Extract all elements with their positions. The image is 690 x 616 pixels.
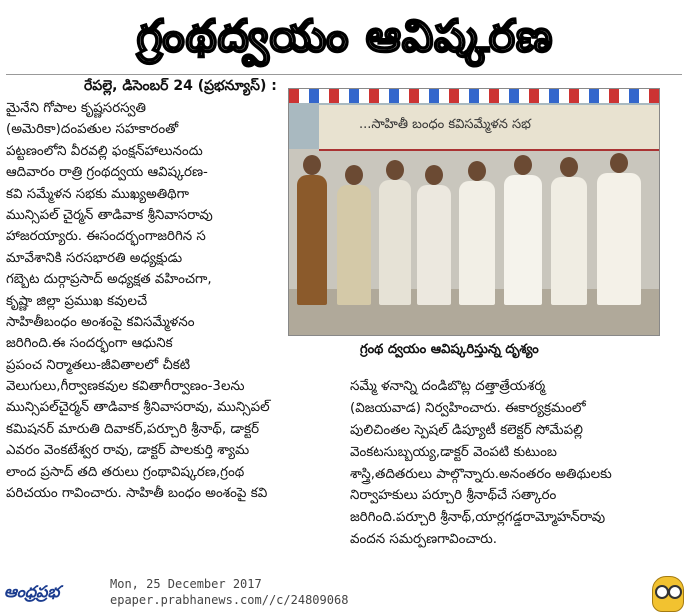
article-line: జరిగింది.పర్చూరి శ్రీనాథ్,యార్లగడ్డరామ్మోహన్‌రావు <box>350 510 606 526</box>
footer-url: epaper.prabhanews.com//c/24809068 <box>110 593 349 607</box>
event-photo <box>288 88 660 336</box>
article-line: మున్సిపల్‌చైర్మన్ తాడివాక శ్రీనివాసరావు, మున్సిపల్ <box>6 400 270 416</box>
photo-person <box>417 185 451 305</box>
article-line: (విజయవాడ) నిర్వహించారు. ఈకార్యక్రమంలో <box>350 400 586 416</box>
article-line: లాంద ప్రసాద్ తది తరులు గ్రంథావిష్కరణ,గ్రంథ <box>6 464 245 480</box>
footer-info <box>110 576 348 608</box>
article-line: నిర్వాహకులు పర్చూరి శ్రీనాథ్‌చే సత్కారం <box>350 488 557 504</box>
photo-person <box>379 180 411 305</box>
photo-person <box>551 177 587 305</box>
photo-person <box>297 175 327 305</box>
photo-person <box>504 175 542 305</box>
article-line: సమ్మే ళనాన్ని దండిబొట్ల దత్తాత్రేయశర్మ <box>350 379 546 394</box>
article-line: మైనేని గోపాల కృష్ణసరస్వతి <box>6 101 147 116</box>
article-line: శాస్త్రి,తదితరులు పాల్గొన్నారు.అనంతరం అతిథులకు <box>350 466 612 482</box>
article-line: ప్రపంచ నిర్మాతలు-జీవితాలలో చీకటి <box>6 357 191 373</box>
photo-banner <box>319 105 659 151</box>
article-left-column <box>6 98 278 504</box>
article-line: పరిచయం గావించారు. సాహితీ బంధం అంశంపై కవి <box>6 486 268 502</box>
article-line: కవి సమ్మేళన సభకు ముఖ్యఅతిథిగా <box>6 186 189 202</box>
photo-banner-text: ...సాహితీ బంధం కవిసమ్మేళన సభ <box>359 117 531 132</box>
footer-date: Mon, 25 December 2017 <box>110 577 262 591</box>
photo-caption: గ్రంథ ద్వయం ఆవిష్కరిస్తున్న దృశ్యం <box>360 342 539 357</box>
article-line: (అమెరికా)దంపతుల సహకారంతో <box>6 122 179 138</box>
article-line: మున్సిపల్ చైర్మన్ తాడివాక శ్రీనివాసరావు <box>6 207 213 223</box>
dateline: రేపల్లె, డిసెంబర్ 24 (ప్రభన్యూస్) : <box>84 78 277 94</box>
photo-person <box>597 173 641 305</box>
article-line: జరిగింది.ఈ సందర్భంగా ఆధునిక <box>6 336 173 352</box>
article-line: కృష్ణా జిల్లా ప్రముఖ కవులచే <box>6 293 148 309</box>
article-line: వెలుగులు,గీర్వాణకవుల కవితాగీర్వాణం-3లను <box>6 379 245 395</box>
article-line: పులిచింతల స్పెషల్ డిప్యూటీ కలెక్టర్ సోమేపల్లి <box>350 422 583 438</box>
headline: గ్రంథద్వయం ఆవిష్కరణ <box>136 11 554 62</box>
photo-person <box>459 181 495 305</box>
article-line: పట్టణంలోని వీరవల్లి ఫంక్షన్‌హాలునందు <box>6 143 203 159</box>
article-line: సాహితీబంధం అంశంపై కవిసమ్మేళనం <box>6 314 195 330</box>
newspaper-logo: ఆంధ్రప్రభ <box>4 582 60 601</box>
article-right-column <box>350 376 670 551</box>
photo-bunting <box>289 89 659 103</box>
header-divider <box>6 74 682 75</box>
article-line: హాజరయ్యారు. ఈసందర్భంగాజరిగిన స <box>6 229 206 245</box>
article-line: గబ్బెట దుర్గాప్రసాద్ అధ్యక్షత వహించగా, <box>6 272 212 288</box>
article-line: ఎవరం వెంకటేశ్వర రావు, డాక్టర్ పాలకుర్తి శ్యామ <box>6 443 250 459</box>
article-line: ఆదివారం రాత్రి గ్రంథద్వయ ఆవిష్కరణ- <box>6 165 208 181</box>
article-line: మావేశానికి సరసభారతి అధ్యక్షుడు <box>6 250 183 266</box>
owl-icon <box>652 576 684 612</box>
article-line: వందన సమర్పణగావించారు. <box>350 532 497 548</box>
article-line: వెంకటసుబ్బయ్య,డాక్టర్ వెంపటి కుటుంబ <box>350 444 557 460</box>
photo-person <box>337 185 371 305</box>
article-line: కమిషనర్ మారుతి దివాకర్,పర్చూరి శ్రీనాథ్, డాక్టర్ <box>6 421 260 437</box>
